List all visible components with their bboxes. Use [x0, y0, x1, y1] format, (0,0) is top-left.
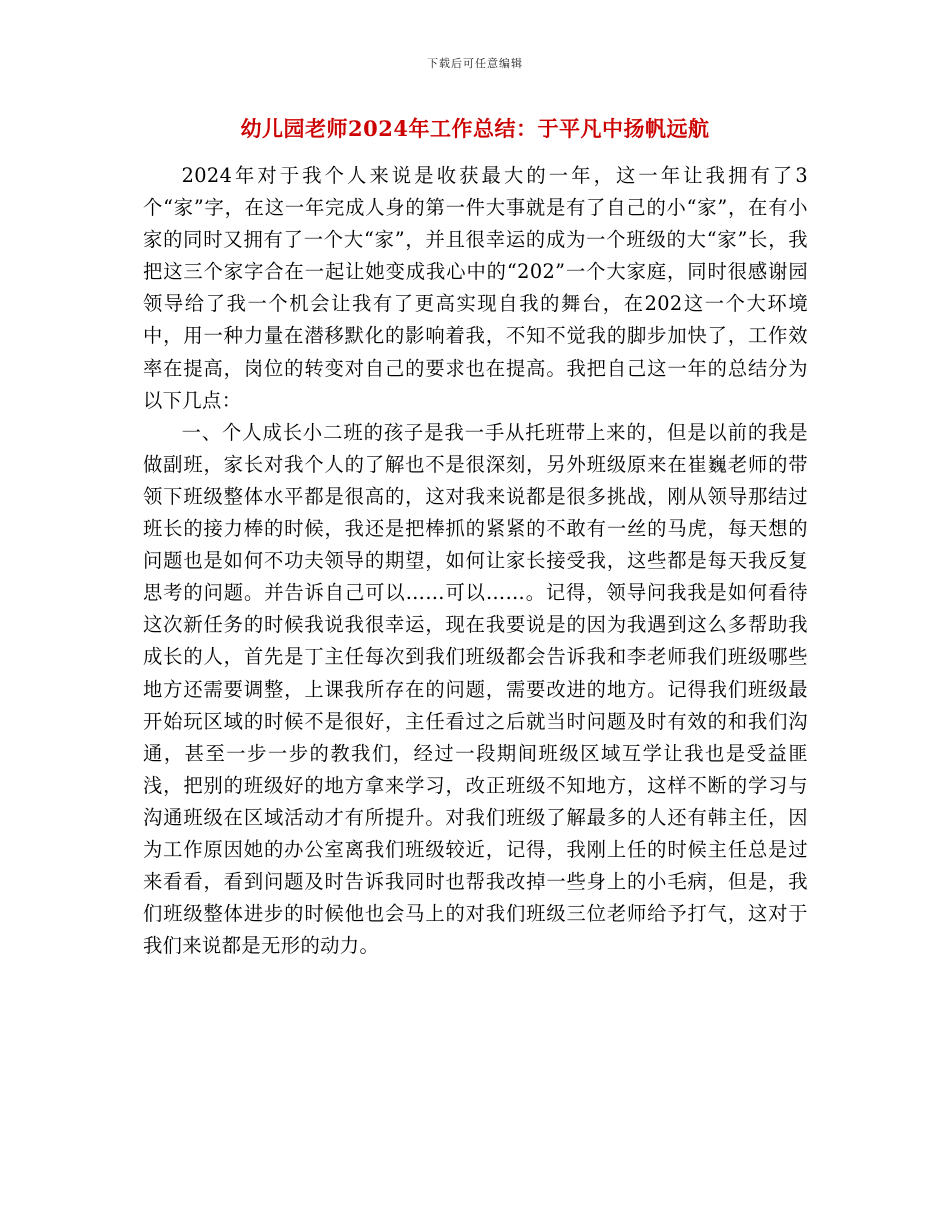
header-note: 下载后可任意编辑	[427, 57, 523, 70]
document-body	[143, 160, 808, 962]
document-title: 幼儿园老师2024年工作总结：于平凡中扬帆远航	[240, 116, 710, 141]
paragraph-personal-growth: 一、个人成长小二班的孩子是我一手从托班带上来的，但是以前的我是做副班，家长对我个人的了解也不是很深刻，另外班级原来在崔巍老师的带领下班级整体水平都是很高的，这对我来说都是很多挑战，刚从领导那结过班长的接力棒的时候，我还是把棒抓的紧紧的不敢有一丝的马虎，每天想的问题也是如何不功夫领导的期望，如何让家长接受我，这些都是每天我反复思考的问题。并告诉自己可以……可以……。记得，领导问我我是如何看待这次新任务的时候我说我很幸运，现在我要说是的因为我遇到这么多帮助我成长的人，首先是丁主任每次到我们班级都会告诉我和李老师我们班级哪些地方还需要调整，上课我所存在的问题，需要改进的地方。记得我们班级最开始玩区域的时候不是很好，主任看过之后就当时问题及时有效的和我们沟通，甚至一步一步的教我们，经过一段期间班级区域互学让我也是受益匪浅，把别的班级好的地方拿来学习，改正班级不知地方，这样不断的学习与沟通班级在区域活动才有所提升。对我们班级了解最多的人还有韩主任，因为工作原因她的办公室离我们班级较近，记得，我刚上任的时候主任总是过来看看，看到问题及时告诉我同时也帮我改掉一些身上的小毛病，但是，我们班级整体进步的时候他也会马上的对我们班级三位老师给予打气，这对于我们来说都是无形的动力。	[143, 420, 808, 958]
paragraph-intro: 2024年对于我个人来说是收获最大的一年，这一年让我拥有了3个“家”字，在这一年完成人身的第一件大事就是有了自己的小“家”，在有小家的同时又拥有了一个大“家”，并且很幸运的成为一个班级的大“家”长，我把这三个家字合在一起让她变成我心中的“202”一个大家庭，同时很感谢园领导给了我一个机会让我有了更高实现自我的舞台，在202这一个大环境中，用一种力量在潜移默化的影响着我，不知不觉我的脚步加快了，工作效率在提高，岗位的转变对自己的要求也在提高。我把自己这一年的总结分为以下几点：	[143, 164, 808, 412]
